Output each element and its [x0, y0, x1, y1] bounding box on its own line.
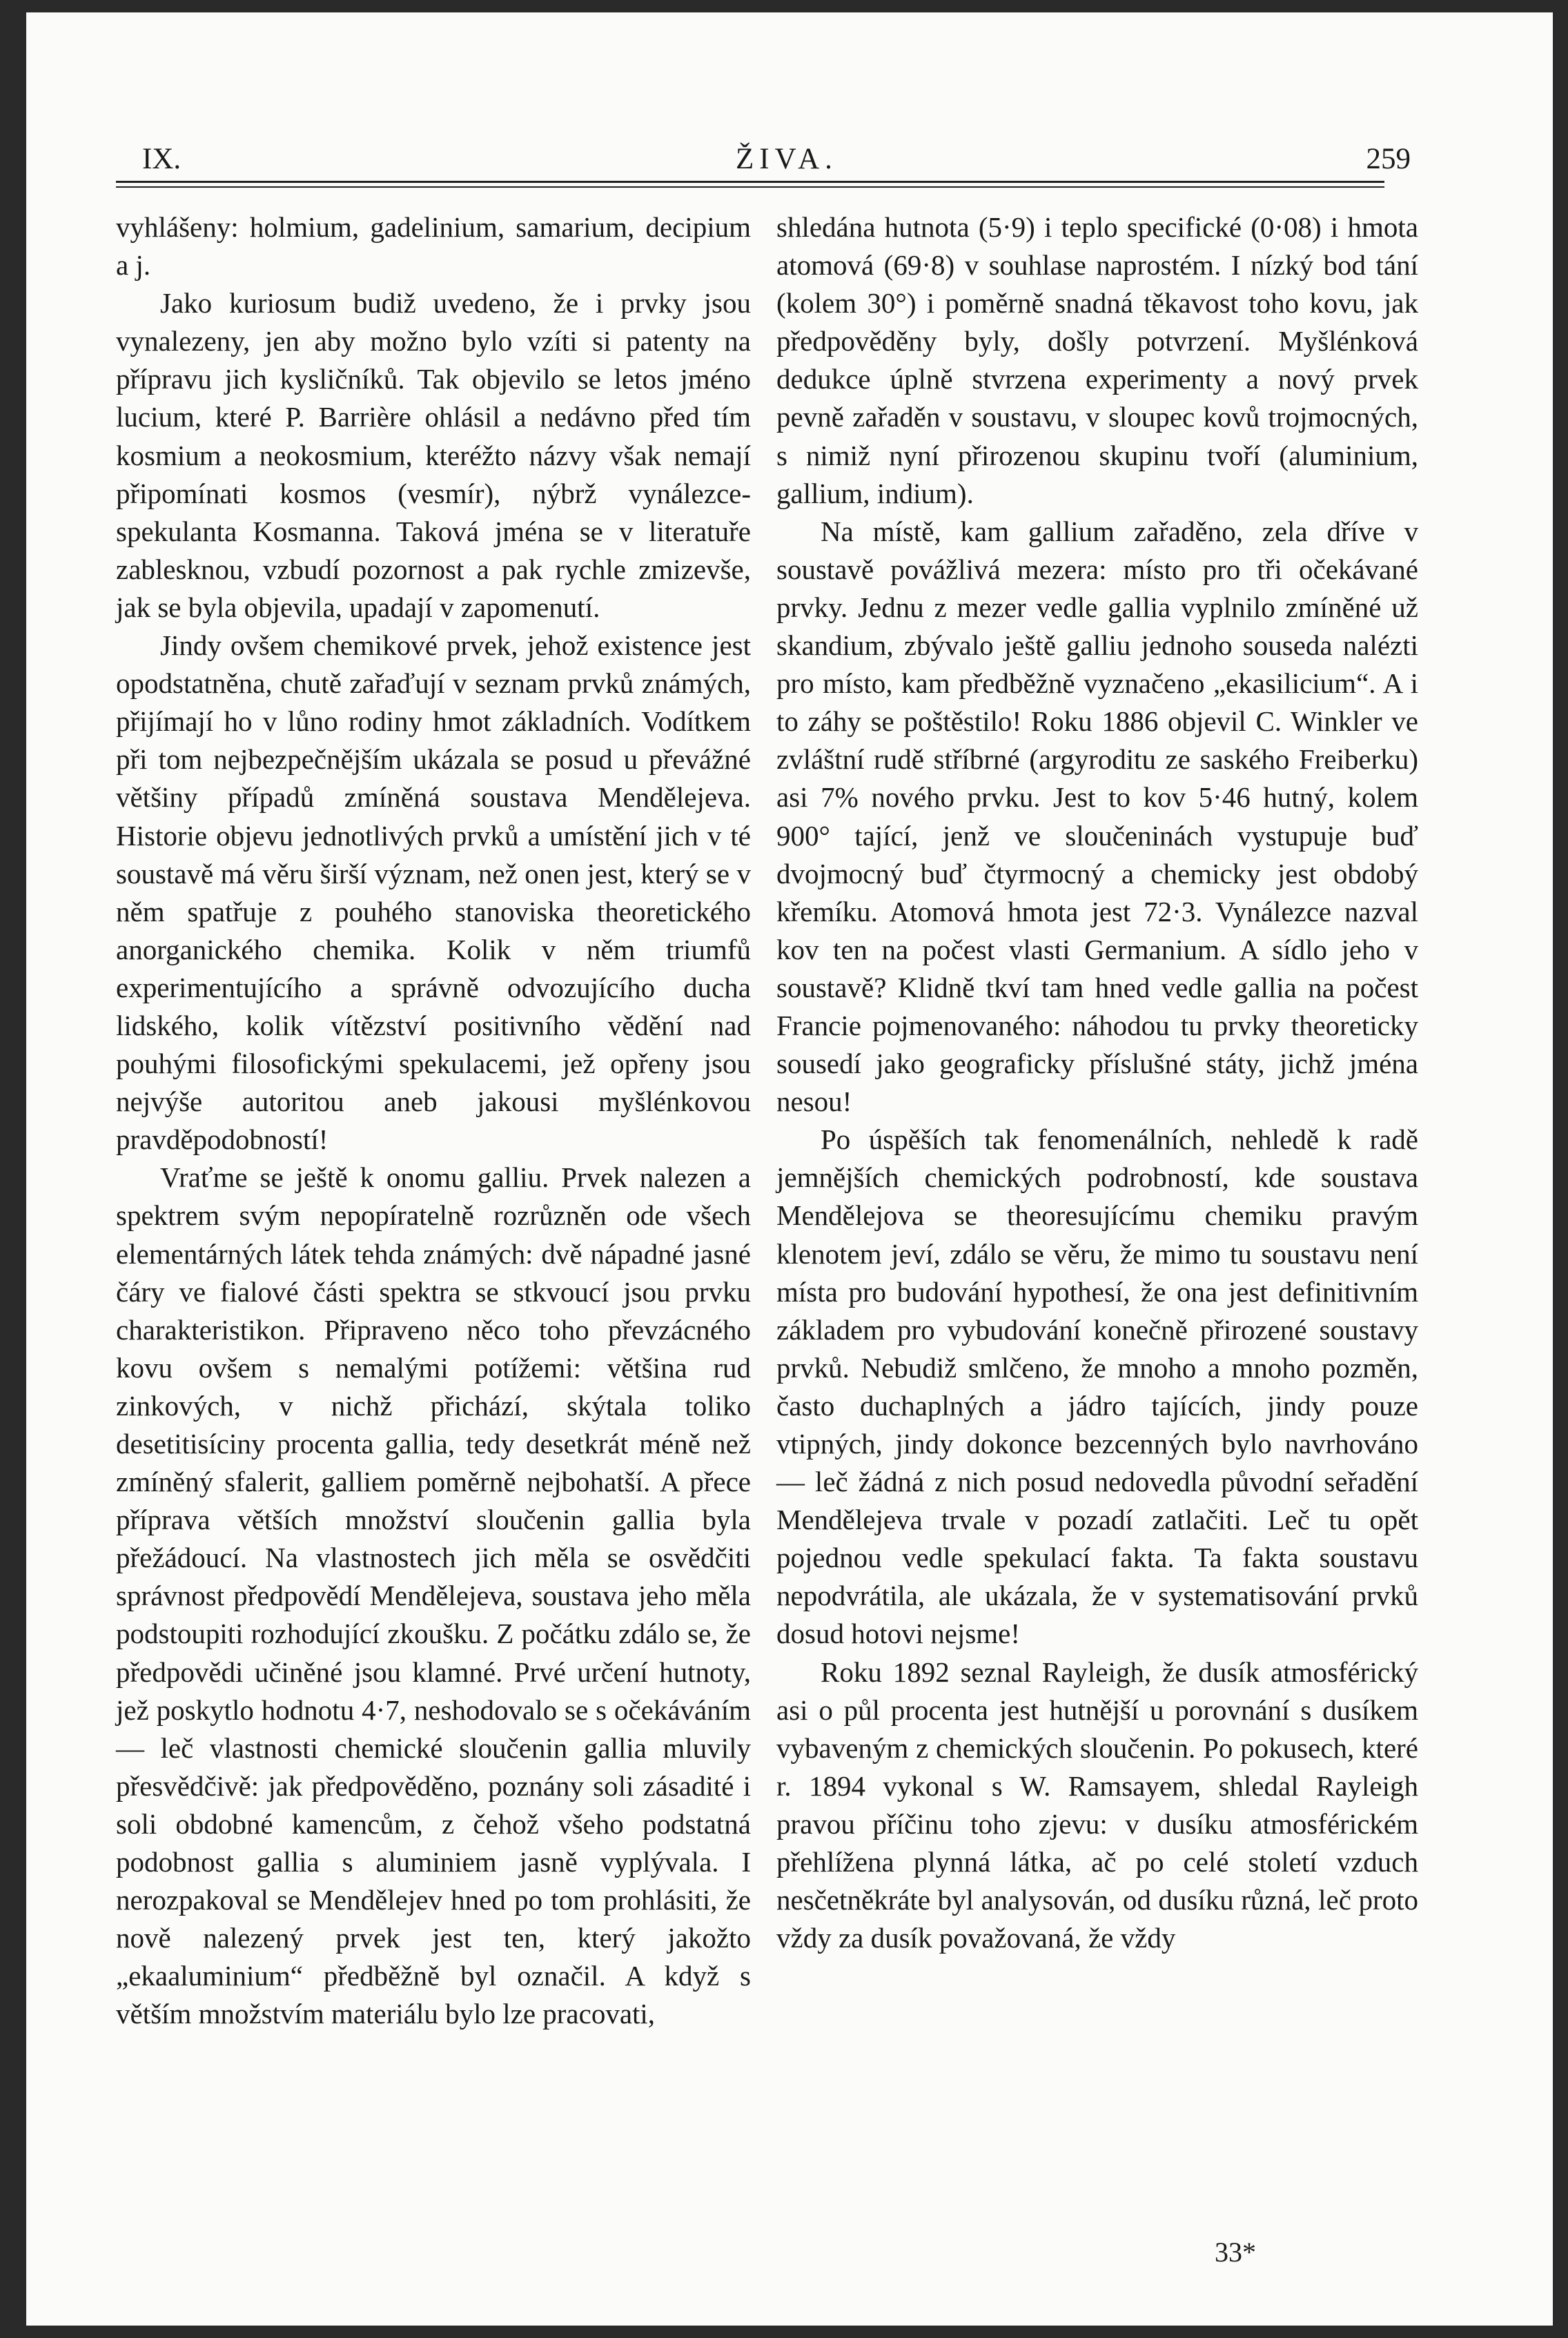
- volume-number: IX.: [142, 143, 182, 175]
- paragraph: Po úspěších tak fenomenálních, nehledě k radě jemnějších chemických podrobností, kde soustava Mendělejova se theoresujícímu chemiku pravým klenotem jeví, zdálo se věru, že mimo tu soustavu není místa pro budování hypothesí, že ona jest definitivním základem pro vybudování konečně přirozené soustavy prvků. Nebudiž smlčeno, že mnoho a mnoho pozměn, často duchaplných a jádro tajících, jindy pouze vtipných, jindy dokonce bezcenných bylo navrhováno — leč žádná z nich posud nedovedla původní seřadění Mendělejeva trvale v pozadí zatlačiti. Leč tu opět pojednou vedle spekulací fakta. Ta fakta soustavu nepodvrátila, ale ukázala, že v systematisování prvků dosud hotovi nejsme!: [776, 1123, 1418, 1650]
- paragraph: Jindy ovšem chemikové prvek, jehož existence jest opodstatněna, chutě zařaďují v seznam prvků známých, přijímají ho v lůno rodiny hmot základních. Vodítkem při tom nejbezpečnějším ukázala se posud u převážné většiny případů zmíněná soustava Mendělejeva. Historie objevu jednotlivých prvků a umístění jich v té soustavě má věru širší význam, než onen jest, který se v něm spatřuje z pouhého stanoviska theoretického anorganického chemika. Kolik v něm triumfů experimentujícího a správně odvozujícího ducha lidského, kolik vítězství positivního vědění nad pouhými filosofickými spekulacemi, jež opřeny jsou nejvýše autoritou aneb jakousi myšlénkovou pravděpodobností!: [116, 629, 751, 1156]
- page-number: 259: [1366, 143, 1411, 175]
- paragraph: shledána hutnota (5·9) i teplo specifické (0·08) i hmota atomová (69·8) v souhlase naprostém. I nízký bod tání (kolem 30°) i poměrně snadná těkavost toho kovu, jak předpověděny byly, došly potvrzení. Myšlénková dedukce úplně stvrzena experimenty a nový prvek pevně zařaděn v soustavu, v sloupec kovů trojmocných, s nimiž nyní přirozenou skupinu tvoří (aluminium, gallium, indium).: [776, 211, 1418, 509]
- paragraph: vyhlášeny: holmium, gadelinium, samarium, decipium a j.: [116, 211, 751, 282]
- signature-mark: 33*: [1215, 2237, 1256, 2268]
- left-column: [116, 208, 751, 2034]
- paragraph: Jako kuriosum budiž uvedeno, že i prvky jsou vynalezeny, jen aby možno bylo vzíti si patenty na přípravu jich kysličníků. Tak objevilo se letos jméno lucium, které P. Barrière ohlásil a nedávno před tím kosmium a neokosmium, kteréžto názvy však nemají připomínati kosmos (vesmír), nýbrž vynálezce-spekulanta Kosmanna. Taková jména se v literatuře zablesknou, vzbudí pozornost a pak rychle zmizevše, jak se byla objevila, upadají v zapomenutí.: [116, 287, 751, 623]
- right-column: [776, 208, 1418, 1957]
- journal-title: ŽIVA.: [736, 143, 838, 175]
- paragraph: Vraťme se ještě k onomu galliu. Prvek nalezen a spektrem svým nepopíratelně rozrůzněn ode všech elementárných látek tehda známých: dvě nápadné jasné čáry ve fialové části spektra se stkvoucí jsou prvku charakteristikon. Připraveno něco toho převzácného kovu ovšem s nemalými potížemi: většina rud zinkových, v nichž přichází, skýtala toliko desetitisíciny procenta gallia, tedy desetkrát méně než zmíněný sfalerit, galliem poměrně nejbohatší. A přece příprava větších množství sloučenin gallia byla přežádoucí. Na vlastnostech jich měla se osvědčiti správnost předpovědí Mendělejeva, soustava jeho měla podstoupiti rozhodující zkoušku. Z počátku zdálo se, že předpovědi učiněné jsou klamné. Prvé určení hutnoty, jež poskytlo hodnotu 4·7, neshodovalo se s očekáváním — leč vlastnosti chemické sloučenin gallia mluvily přesvědčivě: jak předpověděno, poznány soli zásadité i soli obdobné kamencům, z čehož všeho podstatná podobnost gallia s aluminiem jasně vyplývala. I nerozpakoval se Mendělejev hned po tom prohlásiti, že nově nalezený prvek jest ten, který jakožto „ekaaluminium“ předběžně byl označil. A když s větším množstvím materiálu bylo lze pracovati,: [116, 1161, 751, 2030]
- page-header: [142, 142, 1411, 184]
- paragraph: Na místě, kam gallium zařaděno, zela dříve v soustavě povážlivá mezera: místo pro tři očekávané prvky. Jednu z mezer vedle gallia vyplnilo zmíněné už skandium, zbývalo ještě galliu jednoho souseda nalézti pro místo, kam předběžně vyznačeno „ekasilicium“. A i to záhy se poštěstilo! Roku 1886 objevil C. Winkler ve zvláštní rudě stříbrné (argyroditu ze saského Freiberku) asi 7% nového prvku. Jest to kov 5·46 hutný, kolem 900° tající, jenž ve sloučeninách vystupuje buď dvojmocný buď čtyrmocný a chemicky jest obdobý křemíku. Atomová hmota jest 72·3. Vynálezce nazval kov ten na počest vlasti Germanium. A sídlo jeho v soustavě? Klidně tkví tam hned vedle gallia na počest Francie pojmenovaného: náhodou tu prvky theoreticky sousedí jako geograficky příslušné státy, jichž jména nesou!: [776, 515, 1418, 1118]
- header-rule-bottom: [116, 186, 1384, 188]
- paragraph: Roku 1892 seznal Rayleigh, že dusík atmosférický asi o půl procenta jest hutnější u porovnání s dusíkem vybaveným z chemických sloučenin. Po pokusech, které r. 1894 vykonal s W. Ramsayem, shledal Rayleigh pravou příčinu toho zjevu: v dusíku atmosférickém přehlížena plynná látka, ač po celé století vzduch nesčetněkráte byl analysován, od dusíku různá, leč proto vždy za dusík považovaná, že vždy: [776, 1656, 1418, 1954]
- header-rule-top: [116, 181, 1384, 183]
